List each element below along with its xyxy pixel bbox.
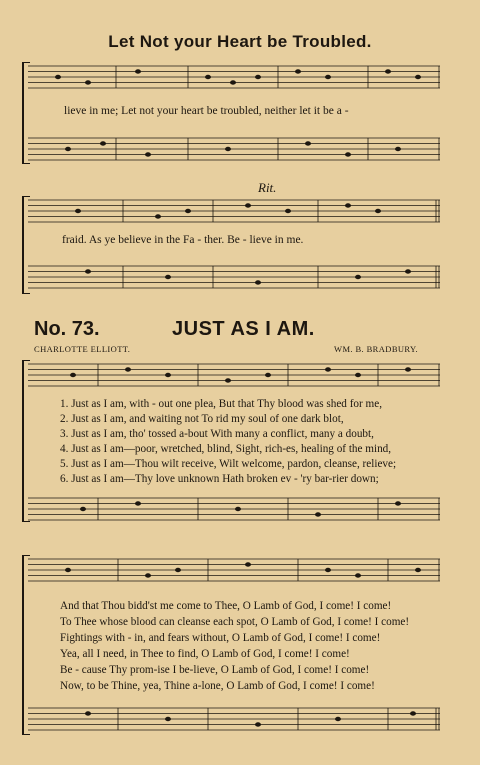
refrain-line: Yea, all I need, in Thee to find, O Lamb of God, I come! I come! — [60, 648, 350, 660]
composer-credit: WM. B. BRADBURY. — [334, 344, 418, 354]
refrain-line: To Thee whose blood can cleanse each spot, O Lamb of God, I come! I come! — [60, 616, 410, 628]
hymn-title: JUST AS I AM. — [172, 318, 315, 340]
music-staff-bass — [28, 264, 440, 290]
lyrics-line: fraid. As ye believe in the Fa - ther. Be - lieve in me. — [62, 234, 304, 246]
verse-line: 2. Just as I am, and waiting not To rid my soul of one dark blot, — [60, 413, 344, 425]
music-staff-bass — [28, 496, 440, 522]
lyricist-credit: CHARLOTTE ELLIOTT. — [34, 344, 131, 354]
music-staff-bass — [28, 136, 440, 162]
refrain-line: Now, to be Thine, yea, Thine a-lone, O Lamb of God, I come! I come! — [60, 680, 375, 692]
music-staff-bass — [28, 706, 440, 732]
music-staff-treble — [28, 198, 440, 224]
verse-line: 1. Just as I am, with - out one plea, But that Thy blood was shed for me, — [60, 398, 383, 410]
hymn-number: No. 73. — [34, 318, 100, 340]
tempo-mark: Rit. — [258, 180, 277, 195]
music-staff-treble — [28, 64, 440, 90]
music-staff-treble — [28, 557, 440, 583]
verse-line: 4. Just as I am—poor, wretched, blind, Sight, rich-es, healing of the mind, — [60, 443, 392, 455]
verse-line: 6. Just as I am—Thy love unknown Hath broken ev - 'ry bar-rier down; — [60, 473, 379, 485]
verse-line: 5. Just as I am—Thou wilt receive, Wilt welcome, pardon, cleanse, relieve; — [60, 458, 397, 470]
refrain-line: Be - cause Thy prom-ise I be-lieve, O Lamb of God, I come! I come! — [60, 664, 370, 676]
lyrics-line: lieve in me; Let not your heart be troubled, neither let it be a - — [64, 105, 349, 117]
music-staff-treble — [28, 362, 440, 388]
refrain-line: And that Thou bidd'st me come to Thee, O Lamb of God, I come! I come! — [60, 600, 392, 612]
verse-line: 3. Just as I am, tho' tossed a-bout With many a conflict, many a doubt, — [60, 428, 374, 440]
hymn-title-top: Let Not your Heart be Troubled. — [108, 32, 372, 51]
refrain-line: Fightings with - in, and fears without, O Lamb of God, I come! I come! — [60, 632, 381, 644]
